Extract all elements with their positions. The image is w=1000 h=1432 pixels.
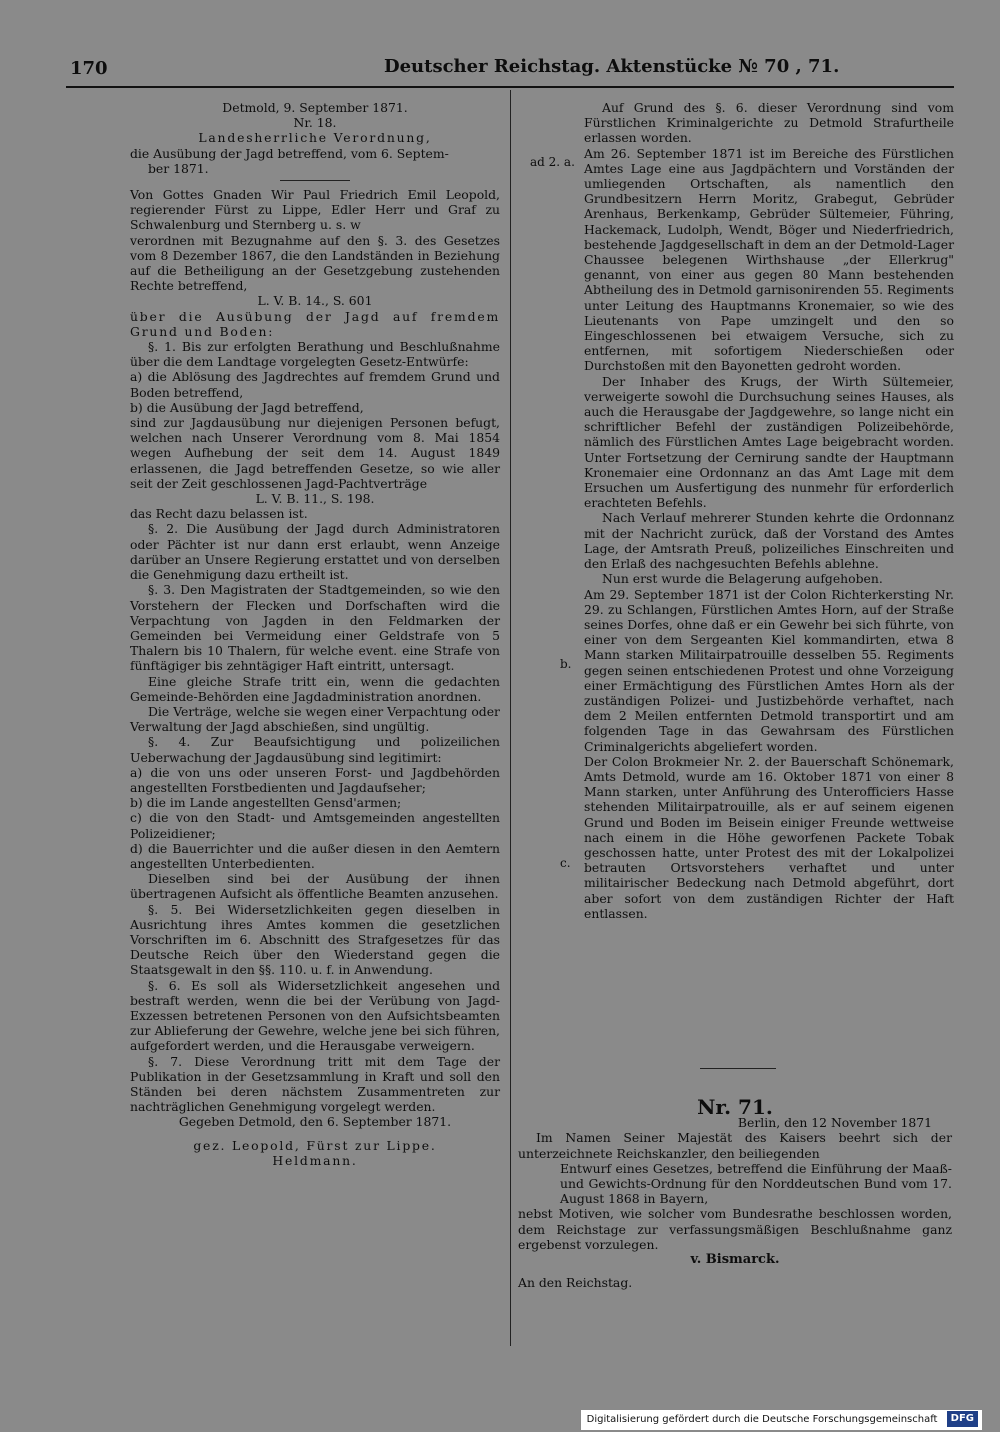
decree-title: Landesherrliche Verordnung, [198, 130, 432, 146]
countersigned-by: Heldmann. [272, 1152, 358, 1168]
nr71-addressee: An den Reichstag. [518, 1275, 633, 1291]
nr71-section [518, 1095, 952, 1291]
nr71-paragraph-2: Entwurf eines Gesetzes, betreffend die Einführung der Maaß- und Gewichts-Ordnung für den Norddeutschen Bund vom 17. August 1868 in Bayern, [560, 1160, 952, 1207]
section-separator [700, 1068, 776, 1069]
section-1-b: b) die Ausübung der Jagd betreffend, [130, 399, 364, 415]
decree-number: Nr. 18. [293, 115, 337, 131]
nr71-paragraph-3: nebst Motiven, wie solcher vom Bundesrathe beschlossen worden, dem Reichstage zur verfassungsmäßigen Beschlußnahme ganz ergebenst vorzulegen. [518, 1206, 952, 1252]
section-4-b: b) die im Lande angestellten Gensd'armen; [130, 795, 402, 811]
right-paragraph-5: Nun erst wurde die Belagerung aufgehoben. [602, 571, 883, 587]
section-4: §. 4. Zur Beaufsichtigung und polizeilichen Ueberwachung der Jagdausübung sind legitimirt: [130, 734, 500, 765]
section-3-c: Die Verträge, welche sie wegen einer Verpachtung oder Verwaltung der Jagd abschießen, sind ungültig. [130, 703, 500, 735]
right-paragraph-2: Am 26. September 1871 ist im Bereiche des Fürstlichen Amtes Lage eine aus Jagdpächtern und Vorständen der umliegenden Ortschaften, als namentlich den Grundbesitzern Herrn Moritz, Grabegut, Gebrüder Arenhaus, Berkenkamp, Gebrüder Sültemeier, Führing, Hackemack, Ludolph, Wendt, Böger und Niederfriedrich, bestehende Jagdgesellschaft in dem an der Detmold-Lager Chaussee belegenen Wirthshause „der Ellerkrug" genannt, von einer aus gegen 80 Mann bestehenden Abtheilung des in Detmold garnisonirenden 55. Regiments unter Leitung des Hauptmanns Kronemaier, so wie des Lieutenants von Pape umzingelt und den so Eingeschlossenen bei etwaigem Versuche, sich zu entfernen, mit sofortigem Niederschießen oder Durchstoßen mit den Bayonetten gedroht worden. [584, 145, 954, 374]
law-reference-2: L. V. B. 11., S. 198. [255, 491, 375, 507]
section-5: §. 5. Bei Widersetzlichkeiten gegen dieselben in Ausrichtung ihres Amtes kommen die gesetzlichen Vorschriften im 6. Abschnitt des Strafgesetzes für das Deutsche Reich über den Wiederstand gegen die Staatsgewalt in den §§. 110. u. f. in Anwendung. [130, 901, 500, 978]
law-reference-1: L. V. B. 14., S. 601 [257, 293, 373, 309]
section-4-d: d) die Bauerrichter und die außer diesen in den Aemtern angestellten Unterbedienten. [130, 840, 500, 871]
section-4-a: a) die von uns oder unseren Forst- und Jagdbehörden angestellten Forstbedienten und Jagdaufseher; [130, 764, 500, 795]
right-paragraph-7: Der Colon Brokmeier Nr. 2. der Bauerschaft Schönemark, Amts Detmold, wurde am 16. Oktober 1871 von einer 8 Mann starken, unter Anführung des Unterofficiers Hasse stehenden Militairpatrouille, als er auf seinem eigenen Grund und Boden im Beisein einiger Freunde wettweise nach einem in die Höhe geworfenen Packete Tobak geschossen hatte, unter Protest des mit der Lokalpolizei betrauten Ortsvorstehers verhaftet und unter militairischer Bedeckung nach Detmold abgeführt, dort aber sofort von dem zuständigen Richter der Haft entlassen. [584, 753, 954, 921]
section-3: §. 3. Den Magistraten der Stadtgemeinden, so wie den Vorstehern der Flecken und Dorfschaften wird die Verpachtung von Jagden in den Feldmarken der Gemeinden bei Vermeidung einer Geldstrafe von 5 Thalern bis 10 Thalern, für welche event. eine Strafe von fünftägiger bis zehntägiger Haft eintritt, untersagt. [130, 582, 500, 674]
page-header [66, 54, 946, 84]
section-1-a: a) die Ablösung des Jagdrechtes auf fremdem Grund und Boden betreffend, [130, 369, 500, 400]
right-column [584, 100, 954, 921]
section-1-c: sind zur Jagdausübung nur diejenigen Personen befugt, welchen nach Unserer Verordnung vom 8. Mai 1854 wegen Aufhebung der seit dem 14. August 1849 erlassenen, die Jagd betreffenden Gesetze, so wie aller seit der Zeit geschlossenen Jagd-Pachtverträge [130, 415, 500, 491]
margin-note-c: c. [560, 856, 571, 870]
nr71-heading: Nr. 71. [697, 1095, 773, 1119]
page-number: 170 [70, 58, 108, 79]
credit-text: Digitalisierung gefördert durch die Deutsche Forschungsgemeinschaft [586, 1414, 938, 1425]
digitization-credit [581, 1410, 982, 1430]
section-4-c: c) die von den Stadt- und Amtsgemeinden angestellten Polizeidiener; [130, 810, 500, 841]
section-1-d: das Recht dazu belassen ist. [130, 506, 308, 522]
separator [280, 180, 350, 181]
right-paragraph-6: Am 29. September 1871 ist der Colon Richterkersting Nr. 29. zu Schlangen, Fürstlichen Amtes Horn, auf der Straße seines Dorfes, ohne daß er ein Gewehr bei sich führte, von einer von dem Sergeanten Kiel kommandirten, etwa 8 Mann starken Militairpatrouille desselben 55. Regiments gegen seinen entschiedenen Protest und ohne Vorzeigung einer Ermächtigung des Fürstlichen Amtes Horn als der zuständigen Polizei- und Justizbehörde verhaftet, nach dem 2 Meilen entfernten Detmold transportirt und am folgenden Tage in das Gewahrsam des Fürstlichen Criminalgerichts abgeliefert worden. [584, 586, 954, 754]
preamble: Von Gottes Gnaden Wir Paul Friedrich Emil Leopold, regierender Fürst zu Lippe, Edler Herr und Graf zu Schwalenburg und Sternberg u. s. w [130, 187, 500, 233]
preamble-reference: verordnen mit Bezugnahme auf den §. 3. des Gesetzes vom 8 Dezember 1867, die den Landständen in Beziehung auf die Betheiligung an der Gesetzgebung zustehenden Rechte betreffend, [130, 232, 500, 294]
column-divider [510, 90, 511, 1346]
section-1: §. 1. Bis zur erfolgten Berathung und Beschlußnahme über die dem Landtage vorgelegten Gesetz-Entwürfe: [130, 339, 500, 370]
margin-note-b: b. [560, 657, 572, 671]
running-title: Deutscher Reichstag. Aktenstücke № 70 , 71. [384, 56, 840, 77]
right-paragraph-3: Der Inhaber des Krugs, der Wirth Sültemeier, verweigerte sowohl die Durchsuchung seines Hauses, als auch die Herausgabe der Jagdgewehre, so lange nicht ein schriftlicher Befehl der zuständigen Polizeibehörde, nämlich des Fürstlichen Amtes Lage beigebracht worden. Unter Fortsetzung der Cernirung sandte der Hauptmann Kronemaier eine Ordonnanz an das Amt Lage mit dem Ersuchen um Ausfertigung des nunmehr für erforderlich erachteten Befehls. [584, 373, 954, 511]
right-paragraph-4: Nach Verlauf mehrerer Stunden kehrte die Ordonnanz mit der Nachricht zurück, daß der Vorstand des Amtes Lage, der Amtsrath Preuß, polizeiliches Einschreiten und den Erlaß des nachgesuchten Befehls ablehne. [584, 510, 954, 572]
signed-by: gez. Leopold, Fürst zur Lippe. [193, 1137, 437, 1153]
section-3-b: Eine gleiche Strafe tritt ein, wenn die gedachten Gemeinde-Behörden eine Jagdadministration anordnen. [130, 673, 500, 704]
section-6: §. 6. Es soll als Widersetzlichkeit angesehen und bestraft werden, wenn die bei der Verübung von Jagd-Exzessen betretenen Personen von den Aufsichtsbeamten zur Ablieferung der Gewehre, welche jene bei sich führen, aufgefordert werden, und die Herausgabe verweigern. [130, 977, 500, 1054]
section-4-e: Dieselben sind bei der Ausübung der ihnen übertragenen Aufsicht als öffentliche Beamten anzusehen. [130, 871, 500, 902]
left-column [130, 100, 500, 1168]
dateline: Detmold, 9. September 1871. [222, 100, 408, 115]
decree-subject-line-2: ber 1871. [148, 160, 209, 176]
right-paragraph-1: Auf Grund des §. 6. dieser Verordnung sind vom Fürstlichen Kriminalgerichte zu Detmold Strafurtheile erlassen worden. [584, 100, 954, 146]
decree-subject-line-1: die Ausübung der Jagd betreffend, vom 6. Septem- [130, 145, 449, 161]
margin-note-a: ad 2. a. [530, 155, 575, 169]
decree-scope: über die Ausübung der Jagd auf fremdem Grund und Boden: [130, 308, 500, 339]
section-2: §. 2. Die Ausübung der Jagd durch Administratoren oder Pächter ist nur dann erst erlaubt, wenn Anzeige darüber an Unsere Regierung erstattet und von derselben die Genehmigung dazu ertheilt ist. [130, 521, 500, 583]
nr71-dateline: Berlin, den 12 November 1871 [737, 1115, 932, 1131]
header-rule [66, 86, 954, 88]
section-7: §. 7. Diese Verordnung tritt mit dem Tage der Publikation in der Gesetzsammlung in Kraft und soll den Ständen bei deren nächstem Zusammentreten zur nachträglichen Genehmigung vorgelegt werden. [130, 1053, 500, 1115]
nr71-signature: v. Bismarck. [690, 1252, 780, 1268]
given-line: Gegeben Detmold, den 6. September 1871. [178, 1114, 452, 1130]
nr71-paragraph-1: Im Namen Seiner Majestät des Kaisers beehrt sich der unterzeichnete Reichskanzler, den beiliegenden [518, 1130, 952, 1161]
dfg-logo: DFG [947, 1411, 978, 1427]
